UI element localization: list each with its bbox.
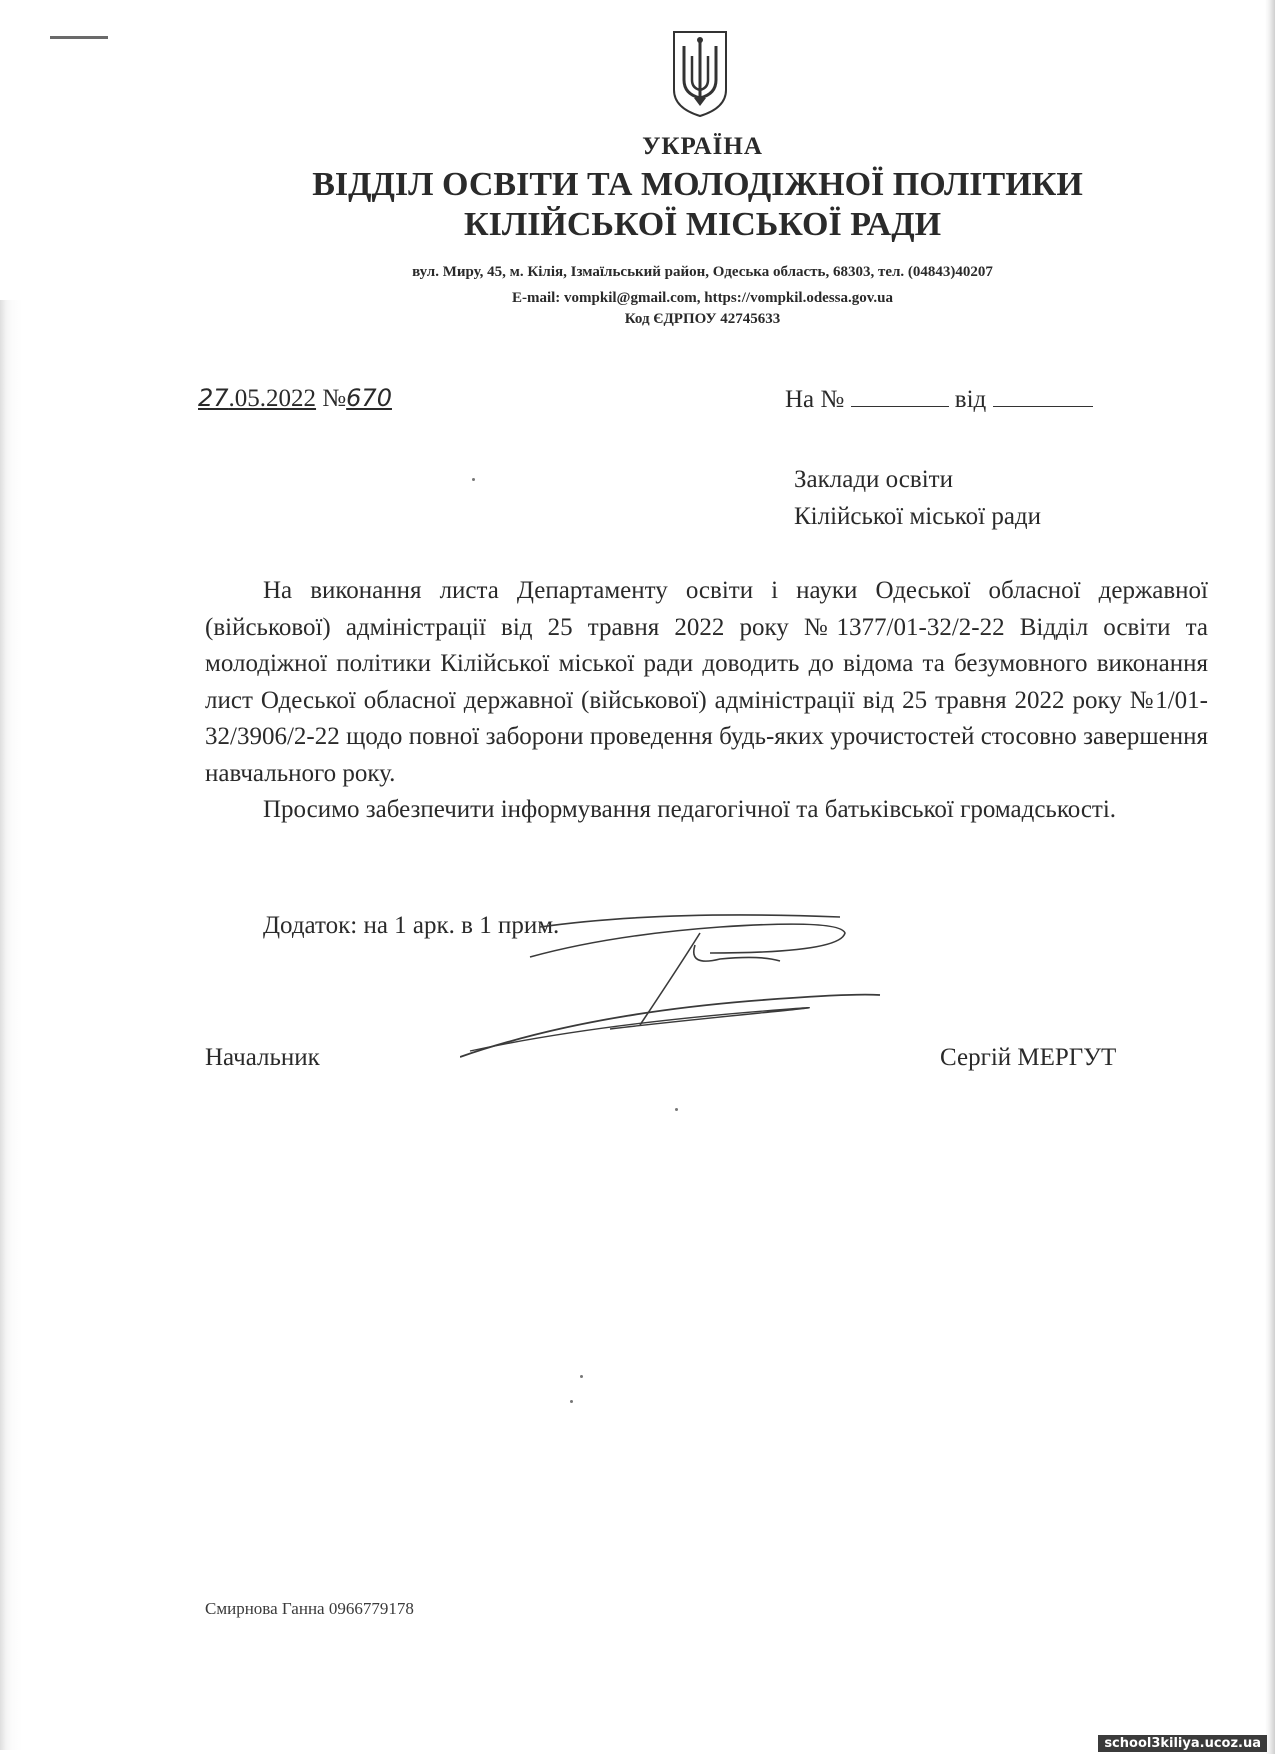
scan-speck: [675, 1108, 678, 1111]
organization-name-line2: КІЛІЙСЬКОЇ МІСЬКОЇ РАДИ: [463, 206, 942, 243]
handwritten-number: 670: [346, 384, 392, 412]
reference-number-label: №: [322, 385, 347, 412]
reply-from-label: від: [954, 386, 987, 413]
contacts-line: E-mail: vompkil@gmail.com, https://vompkil.odessa.gov.ua: [511, 290, 894, 306]
address-line: вул. Миру, 45, м. Кілія, Ізмаїльський район, Одеська область, 68303, тел. (04843)40207: [412, 264, 993, 280]
reply-number-blank: [851, 384, 949, 407]
handwritten-signature: [460, 905, 900, 1065]
incoming-reference: [785, 384, 1093, 414]
reply-number-label: На №: [785, 386, 845, 413]
addressee-line2: Кілійської міської ради: [794, 503, 1042, 530]
registry-code: Код ЄДРПОУ 42745633: [624, 311, 781, 327]
body-paragraph: На виконання листа Департаменту освіти і науки Одеської обласної державної (військової) адміністрації від 25 травня 2022 року №1377/01-32/2-22 Відділ освіти та молодіжної політики Кілійської міської ради доводить до відома та безумовного виконання лист Одеської обласної державної (військової) адміністрації від 25 травня 2022 року №1/01-32/3906/2-22 щодо повної заборони проведення будь-яких урочистостей стосовно завершення навчального року.: [205, 577, 1208, 787]
scan-speck: [580, 1375, 583, 1378]
handwritten-day: 27: [198, 384, 229, 412]
country-heading: УКРАЇНА: [642, 133, 763, 160]
signatory-name: Сергій МЕРГУТ: [940, 1044, 1117, 1071]
addressee-line1: Заклади освіти: [794, 466, 953, 493]
scan-mark: [50, 36, 108, 39]
scan-edge-left: [0, 300, 22, 1750]
body-paragraph: Просимо забезпечити інформування педагогічної та батьківської громадськості.: [263, 796, 1117, 823]
scan-speck: [570, 1400, 573, 1403]
reply-date-blank: [993, 384, 1093, 407]
executor-contact: Смирнова Ганна 0966779178: [205, 1599, 414, 1618]
outgoing-reference: [198, 384, 392, 413]
coat-of-arms-icon: [670, 28, 730, 118]
organization-name-line1: ВІДДІЛ ОСВІТИ ТА МОЛОДІЖНОЇ ПОЛІТИКИ: [312, 166, 1083, 203]
attachment-note: Додаток: на 1 арк. в 1 прим.: [263, 912, 560, 939]
signatory-title: Начальник: [205, 1044, 320, 1071]
reference-date: .05.2022: [228, 385, 317, 412]
scan-speck: [472, 478, 475, 481]
site-watermark: school3kiliya.ucoz.ua: [1098, 1735, 1267, 1752]
letter-body: [205, 573, 1208, 829]
